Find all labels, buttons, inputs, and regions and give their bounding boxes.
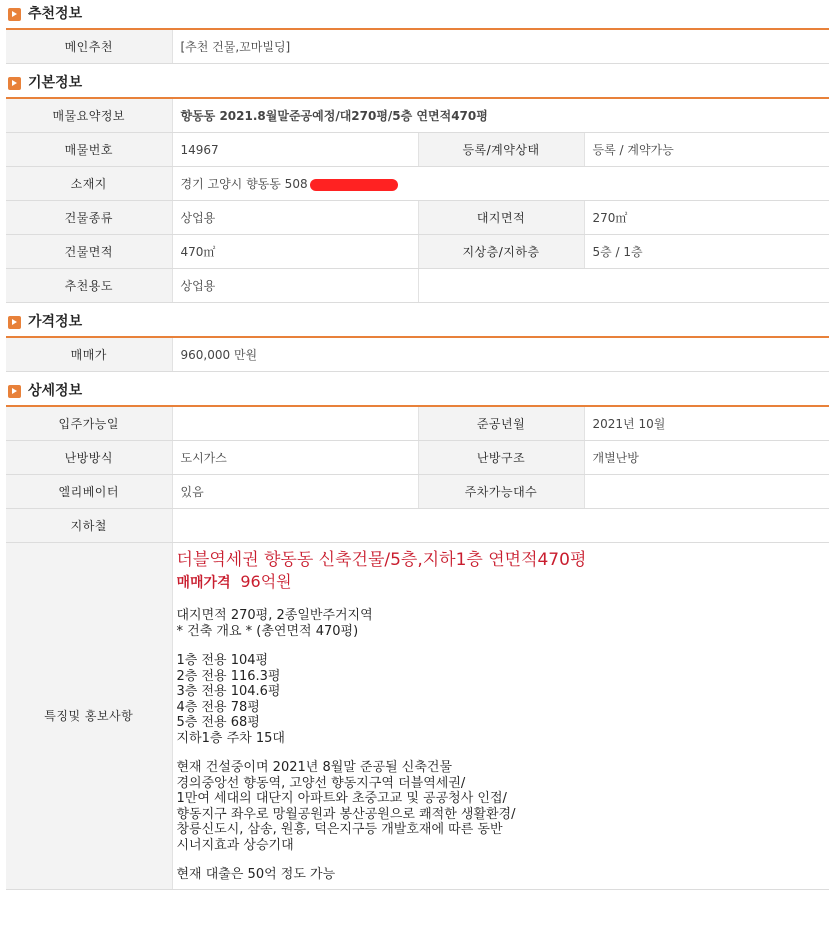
- features-desc-line: 1만여 세대의 대단지 아파트와 초중고교 및 공공청사 인접/: [176, 791, 507, 806]
- features-loan: 현재 대출은 50억 정도 가능: [176, 867, 336, 882]
- features-desc-line: 향동지구 좌우로 망월공원과 봉산공원으로 쾌적한 생활환경/: [176, 806, 516, 822]
- section-arrow-icon: [8, 8, 21, 21]
- subway-label: 지하철: [6, 509, 172, 543]
- table-row: [6, 509, 829, 543]
- basic-table: [6, 97, 829, 303]
- recommended-use-label: 추천용도: [6, 269, 172, 303]
- heating-structure-value: 개별난방: [584, 441, 829, 475]
- features-desc-line: 경의중앙선 향동역, 고양선 향동지구역 더블역세권/: [176, 775, 466, 791]
- sale-price-value: 960,000 만원: [172, 337, 829, 372]
- table-row: [6, 269, 829, 303]
- completion-value: 2021년 10월: [584, 406, 829, 441]
- floors-label: 지상층/지하층: [418, 235, 584, 269]
- section-basic: [0, 69, 835, 97]
- section-arrow-icon: [8, 77, 21, 90]
- features-desc-line: 시너지효과 상승기대: [176, 837, 294, 853]
- features-price-prefix: 매매가격: [176, 575, 231, 591]
- main-recommend-value: [추천 건물,꼬마빌딩]: [172, 29, 829, 64]
- features-land: 대지면적 270평, 2종일반주거지역: [176, 608, 373, 623]
- table-row: [6, 337, 829, 372]
- table-row: [6, 201, 829, 235]
- features-floor-line: 1층 전용 104평: [176, 653, 269, 668]
- features-overview: * 건축 개요 * (총연면적 470평): [176, 623, 359, 639]
- section-title: 가격정보: [28, 314, 83, 330]
- features-content: [172, 543, 829, 890]
- section-arrow-icon: [8, 316, 21, 329]
- section-title: 추천정보: [28, 6, 83, 22]
- completion-label: 준공년월: [418, 406, 584, 441]
- move-in-label: 입주가능일: [6, 406, 172, 441]
- sale-price-label: 매매가: [6, 337, 172, 372]
- building-type-label: 건물종류: [6, 201, 172, 235]
- features-floor-line: 2층 전용 116.3평: [176, 668, 281, 684]
- section-price: [0, 308, 835, 336]
- features-floor-line: 지하1층 주차 15대: [176, 730, 285, 746]
- section-arrow-icon: [8, 385, 21, 398]
- heating-value: 도시가스: [172, 441, 418, 475]
- summary-label: 매물요약정보: [6, 98, 172, 133]
- subway-value: [172, 509, 829, 543]
- recommended-use-value: 상업용: [172, 269, 418, 303]
- recommend-table: [6, 28, 829, 64]
- section-recommend: [0, 0, 835, 28]
- elevator-label: 엘리베이터: [6, 475, 172, 509]
- building-area-value: 470㎡: [172, 235, 418, 269]
- table-row: [6, 98, 829, 133]
- section-detail: [0, 377, 835, 405]
- features-desc-line: 현재 건설중이며 2021년 8월말 준공될 신축건물: [176, 760, 453, 775]
- land-area-value: 270㎡: [584, 201, 829, 235]
- floors-value: 5층 / 1층: [584, 235, 829, 269]
- section-title: 기본정보: [28, 75, 83, 91]
- price-table: [6, 336, 829, 372]
- listing-number-value: 14967: [172, 133, 418, 167]
- features-floor-line: 4층 전용 78평: [176, 699, 260, 715]
- table-row: [6, 133, 829, 167]
- status-label: 등록/계약상태: [418, 133, 584, 167]
- move-in-value: [172, 406, 418, 441]
- table-row: [6, 441, 829, 475]
- table-row: [6, 235, 829, 269]
- status-value: 등록 / 계약가능: [584, 133, 829, 167]
- features-desc-line: 창릉신도시, 삼송, 원흥, 덕은지구등 개발호재에 따른 동반: [176, 822, 503, 837]
- table-row: [6, 543, 829, 890]
- heating-structure-label: 난방구조: [418, 441, 584, 475]
- building-type-value: 상업용: [172, 201, 418, 235]
- parking-value: [584, 475, 829, 509]
- location-cell: [172, 167, 829, 201]
- heating-label: 난방방식: [6, 441, 172, 475]
- detail-table: [6, 405, 829, 890]
- empty-cell: [418, 269, 829, 303]
- listing-number-label: 매물번호: [6, 133, 172, 167]
- parking-label: 주차가능대수: [418, 475, 584, 509]
- features-price: [177, 571, 830, 594]
- redaction-mark: [310, 179, 398, 191]
- section-title: 상세정보: [28, 383, 83, 399]
- building-area-label: 건물면적: [6, 235, 172, 269]
- elevator-value: 있음: [172, 475, 418, 509]
- features-price-value: 96억원: [240, 572, 292, 591]
- features-label: 특징및 홍보사항: [6, 543, 172, 890]
- table-row: [6, 29, 829, 64]
- features-headline: 더블역세권 향동동 신축건물/5층,지하1층 연면적470평: [176, 550, 587, 570]
- main-recommend-label: 메인추천: [6, 29, 172, 64]
- land-area-label: 대지면적: [418, 201, 584, 235]
- table-row: [6, 167, 829, 201]
- features-floor-line: 3층 전용 104.6평: [176, 684, 281, 699]
- location-label: 소재지: [6, 167, 172, 201]
- location-value: 경기 고양시 향동동 508: [180, 177, 308, 191]
- table-row: [6, 475, 829, 509]
- features-floor-line: 5층 전용 68평: [176, 715, 260, 730]
- summary-value: 향동동 2021.8월말준공예정/대270평/5층 연면적470평: [172, 98, 829, 133]
- table-row: [6, 406, 829, 441]
